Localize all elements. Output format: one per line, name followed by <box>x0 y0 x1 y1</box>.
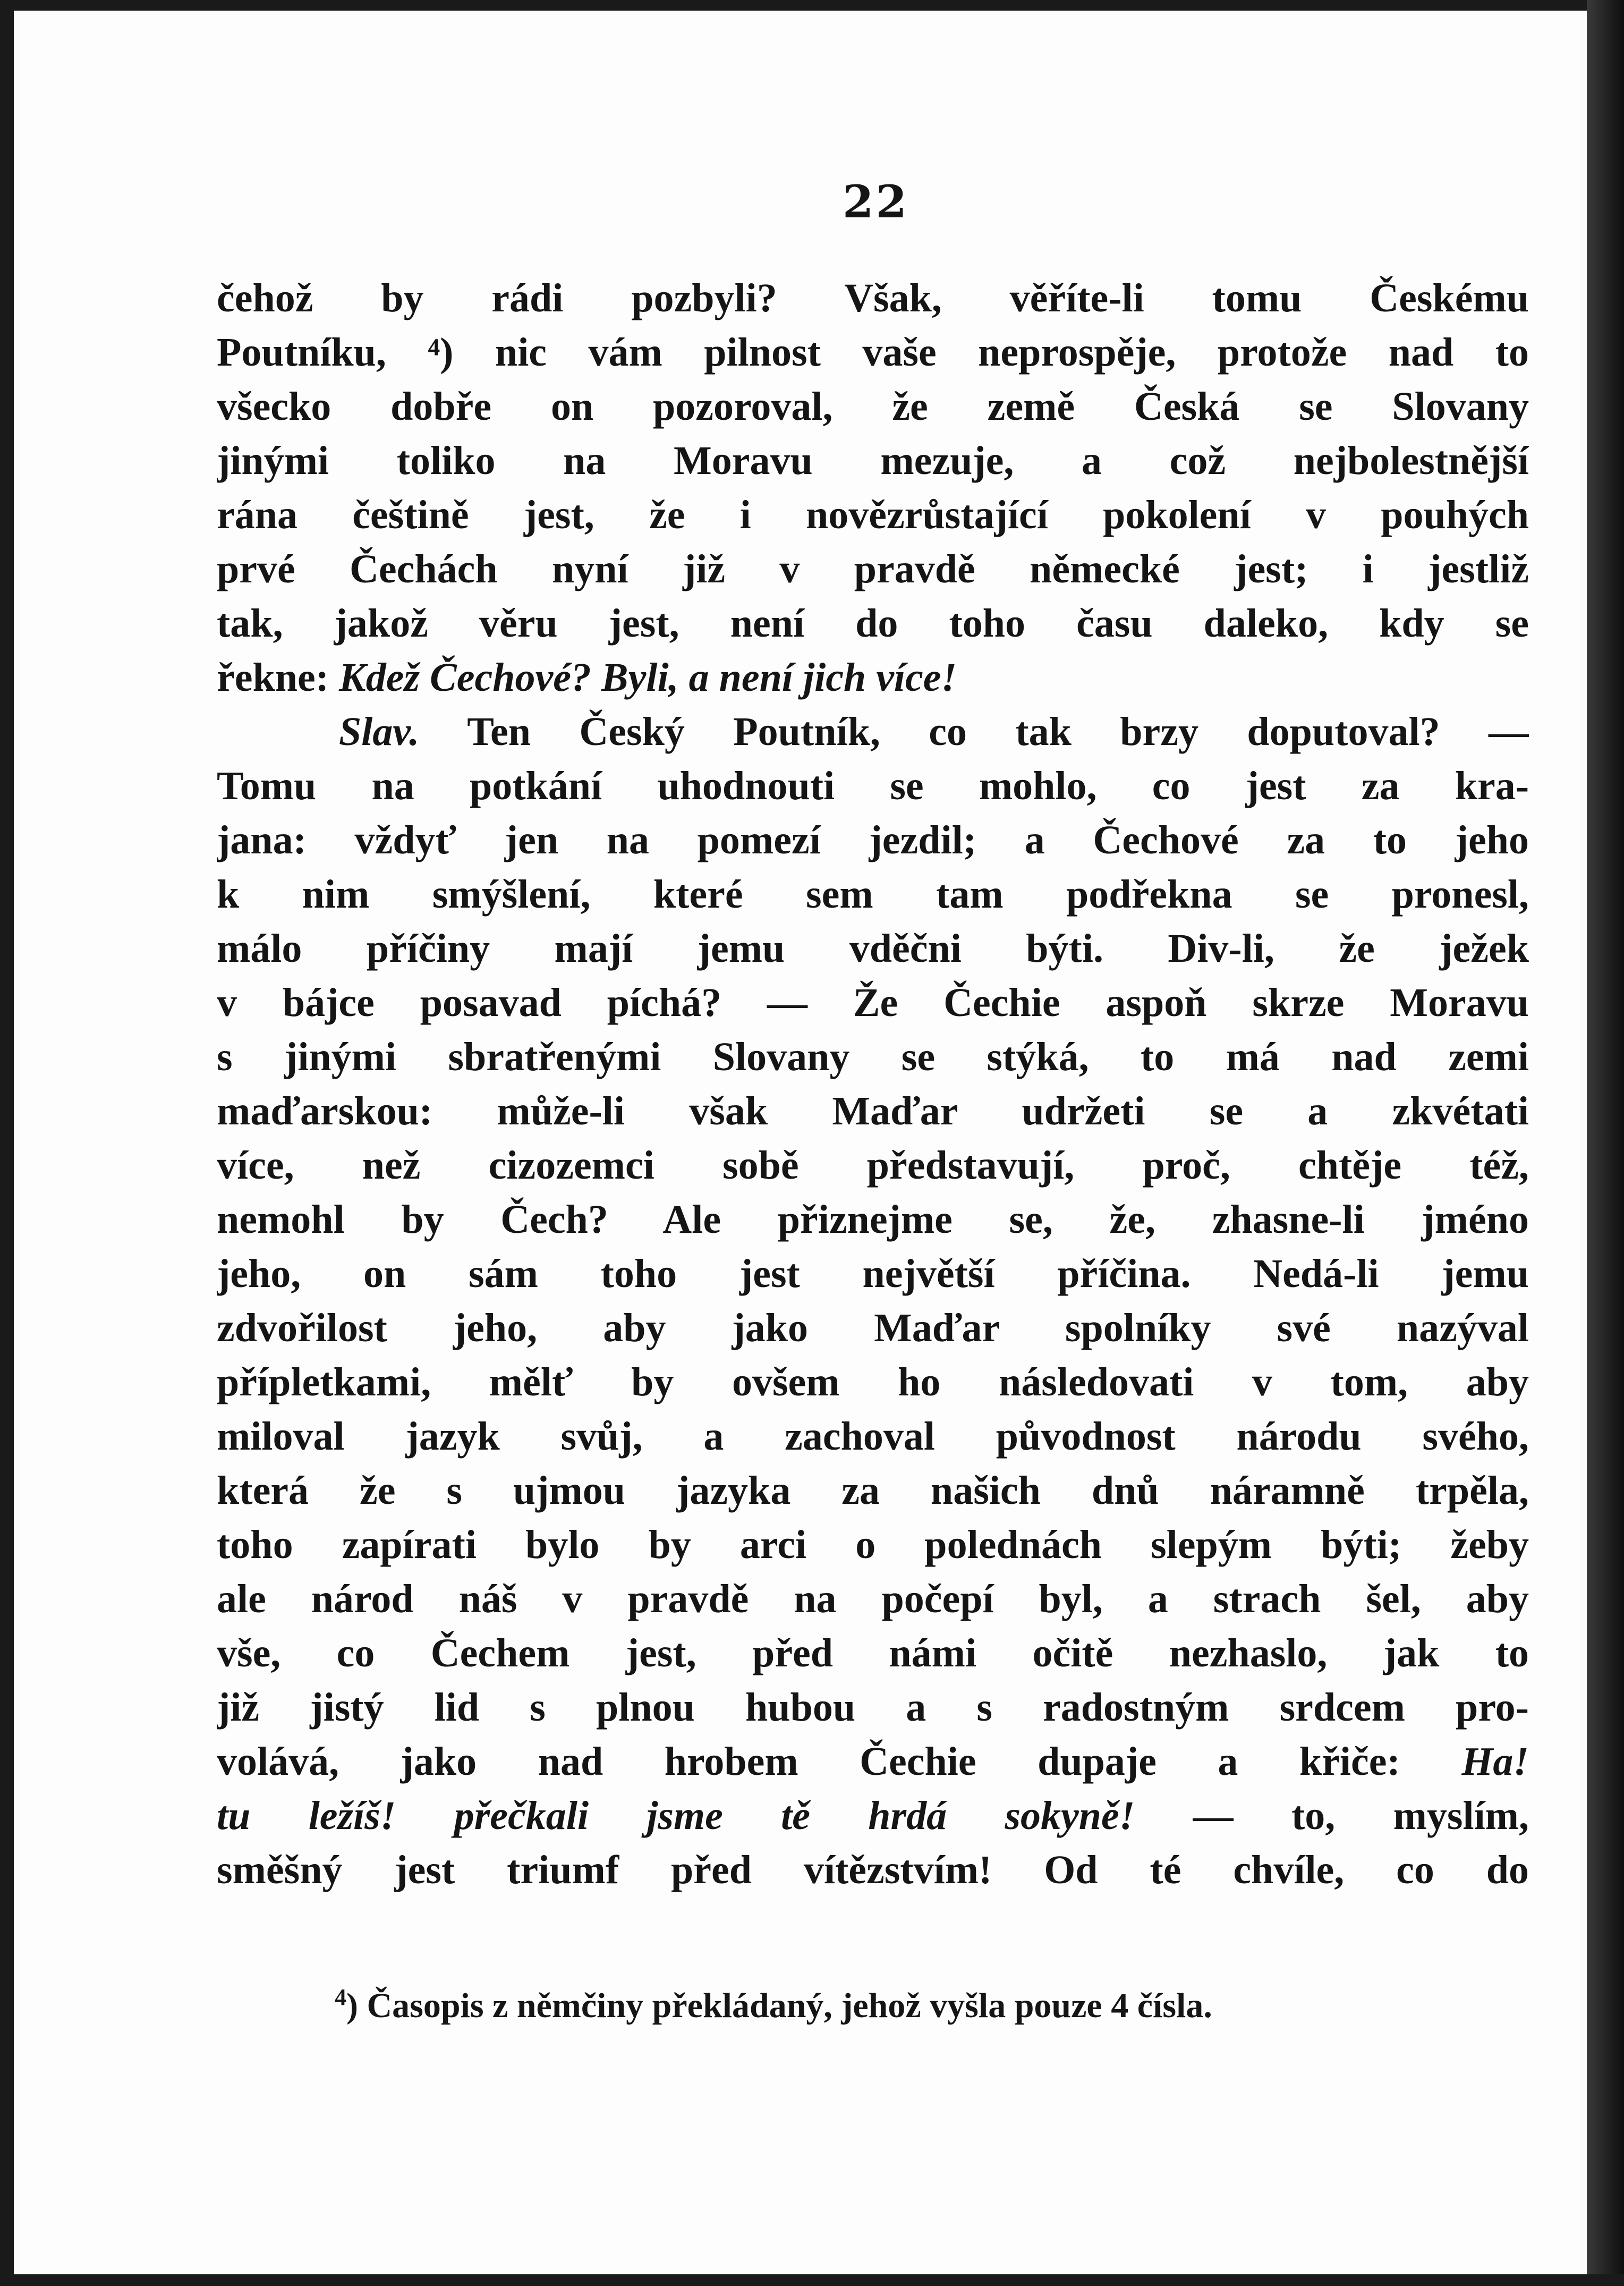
scan-border-top <box>0 0 1624 11</box>
text-line: všecko dobře on pozoroval, že země Česká se Slovany <box>217 384 1529 429</box>
italic-quote: Kdež Čechové? Byli, a není jich více! <box>339 655 957 700</box>
text-line: k nim smýšlení, které sem tam podřekna se pronesl, <box>217 872 1529 917</box>
text-line: tak, jakož věru jest, není do toho času daleko, kdy se <box>217 601 1529 646</box>
scan-border-left <box>0 0 14 2286</box>
body-text <box>217 271 1529 1897</box>
speaker-label: Slav. <box>339 709 420 754</box>
text-fragment: volává, jako nad hrobem Čechie dupaje a křiče: <box>217 1739 1462 1784</box>
text-line: Poutníku, ⁴) nic vám pilnost vaše neprospěje, protože nad to <box>217 330 1529 375</box>
text-line: s jinými sbratřenými Slovany se stýká, to má nad zemi <box>217 1035 1529 1079</box>
text-fragment: Ten Český Poutník, co tak brzy doputoval? — <box>419 709 1529 754</box>
text-line: nemohl by Čech? Ale přiznejme se, že, zhasne-li jméno <box>217 1197 1529 1242</box>
text-line: jana: vždyť jen na pomezí jezdil; a Čechové za to jeho <box>217 818 1529 862</box>
text-fragment: — to, myslím, <box>1135 1793 1529 1838</box>
text-line: toho zapírati bylo by arci o polednách slepým býti; žeby <box>217 1522 1529 1567</box>
text-line: více, než cizozemci sobě představují, proč, chtěje též, <box>217 1143 1529 1188</box>
text-line: Tomu na potkání uhodnouti se mohlo, co jest za kra- <box>217 764 1529 808</box>
text-line: málo příčiny mají jemu vděčni býti. Div-li, že ježek <box>217 926 1529 971</box>
italic-quote: Ha! <box>1461 1739 1529 1784</box>
text-line: maďarskou: může-li však Maďar udržeti se a zkvétati <box>217 1089 1529 1133</box>
text-line <box>217 650 1529 705</box>
text-line: přípletkami, mělť by ovšem ho následovati v tom, aby <box>217 1360 1529 1404</box>
text-line: která že s ujmou jazyka za našich dnů náramně trpěla, <box>217 1468 1529 1513</box>
text-line: miloval jazyk svůj, a zachoval původnost národu svého, <box>217 1414 1529 1459</box>
text-fragment: řekne: <box>217 655 339 700</box>
text-line <box>217 1789 1529 1843</box>
text-line: jinými toliko na Moravu mezuje, a což nejbolestnější <box>217 438 1529 483</box>
scan-border-bottom <box>0 2274 1624 2286</box>
text-line: rána češtině jest, že i novězrůstající pokolení v pouhých <box>217 493 1529 537</box>
footnote-text: ) Časopis z němčiny překládaný, jehož vyšla pouze 4 čísla. <box>346 1986 1212 2025</box>
text-line: čehož by rádi pozbyli? Však, věříte-li tomu Českému <box>217 276 1529 320</box>
text-line <box>217 1734 1529 1789</box>
footnote <box>335 1982 1525 2030</box>
text-line: jeho, on sám toho jest největší příčina. Nedá-li jemu <box>217 1251 1529 1296</box>
text-line: prvé Čechách nyní již v pravdě německé jest; i jestliž <box>217 547 1529 591</box>
text-line: zdvořilost jeho, aby jako Maďar spolníky své nazýval <box>217 1306 1529 1350</box>
text-line: již jistý lid s plnou hubou a s radostným srdcem pro- <box>217 1685 1529 1730</box>
text-line: ale národ náš v pravdě na počepí byl, a strach šel, aby <box>217 1577 1529 1621</box>
paragraph-start-line <box>217 705 1529 759</box>
page-number: 22 <box>843 175 909 228</box>
text-line: vše, co Čechem jest, před námi očitě nezhaslo, jak to <box>217 1631 1529 1675</box>
scan-border-right <box>1587 0 1624 2286</box>
footnote-marker: 4 <box>335 1984 346 2010</box>
italic-quote: tu ležíš! přečkali jsme tě hrdá sokyně! <box>217 1793 1135 1838</box>
text-line: v bájce posavad píchá? — Že Čechie aspoň skrze Moravu <box>217 980 1529 1025</box>
text-line: směšný jest triumf před vítězstvím! Od té chvíle, co do <box>217 1848 1529 1892</box>
